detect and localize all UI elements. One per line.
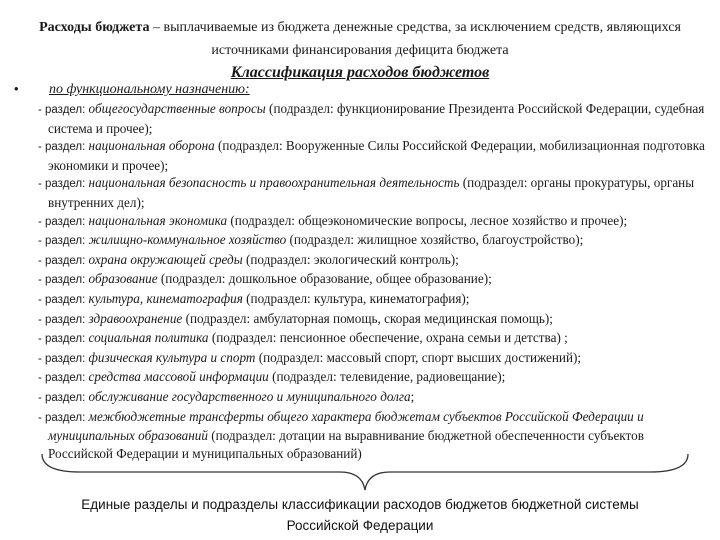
section-name: национальная безопасность и правоохранительная деятельность: [88, 175, 460, 191]
bullet-marker: •: [14, 81, 19, 96]
expense-section-item: [30, 100, 706, 137]
functional-purpose-subheading: по функциональному назначению:: [49, 82, 250, 97]
section-name: образование: [88, 271, 158, 287]
expense-section-item: [30, 290, 706, 310]
expense-section-item: [30, 270, 706, 290]
section-prefix: - раздел:: [38, 235, 89, 248]
section-name: обслуживание государственного и муниципального долга: [88, 388, 411, 404]
expense-section-item: [30, 251, 706, 271]
definition-term: Расходы бюджета: [39, 20, 150, 35]
definition-dash: –: [149, 20, 164, 35]
classification-heading: Классификация расходов бюджетов: [230, 64, 490, 81]
section-prefix: - раздел:: [38, 104, 89, 116]
expense-section-item: [30, 231, 706, 251]
section-detail: (подраздел: культура, кинематография);: [242, 290, 470, 306]
section-prefix: - раздел:: [38, 352, 89, 365]
section-name: охрана окружающей среды: [88, 251, 243, 267]
section-detail: (подраздел: Вооруженные Силы Российской Федерации, мобилизационная подготовка экономики и прочее);: [48, 138, 705, 173]
section-name: культура, кинематография: [88, 290, 243, 306]
budget-expenses-definition: [20, 16, 700, 62]
section-name: здравоохранение: [88, 310, 183, 326]
expense-section-item: [30, 349, 706, 369]
section-detail: (подраздел: пенсионное обеспечение, охрана семьи и детства) ;: [208, 330, 568, 346]
section-name: национальная экономика: [88, 212, 228, 228]
section-prefix: - раздел:: [38, 215, 89, 228]
section-detail: (подраздел: телевидение, радиовещание);: [268, 369, 506, 385]
section-name: социальная политика: [88, 330, 209, 346]
section-detail: (подраздел: дошкольное образование, общее образование);: [157, 271, 492, 287]
section-detail: (подраздел: органы прокуратуры, органы внутренних дел);: [48, 175, 695, 210]
section-detail: ;: [410, 388, 415, 404]
section-detail: (подраздел: жилищное хозяйство, благоустройство);: [286, 232, 584, 248]
section-detail: (подраздел: экологический контроль);: [242, 251, 459, 267]
footer-line-2: Российской Федерации: [286, 518, 434, 533]
section-prefix: - раздел:: [38, 372, 89, 385]
section-prefix: - раздел:: [38, 391, 89, 404]
section-prefix: - раздел:: [38, 411, 89, 424]
section-name: межбюджетные трансферты общего характера бюджетам субъектов Российской Федерации и муниципальных образований: [48, 408, 644, 444]
expense-section-item: [30, 174, 706, 211]
section-prefix: - раздел:: [38, 254, 89, 267]
expense-section-item: [30, 310, 706, 330]
section-detail: (подраздел: общеэкономические вопросы, лесное хозяйство и прочее);: [227, 212, 628, 228]
expense-sections-list: [30, 100, 706, 462]
section-name: жилищно-коммунальное хозяйство: [88, 232, 287, 248]
section-name: национальная оборона: [88, 138, 215, 154]
expense-section-item: [30, 329, 706, 349]
section-prefix: - раздел:: [38, 293, 89, 306]
expense-section-item: [30, 368, 706, 388]
expense-section-item: [30, 388, 706, 408]
section-prefix: - раздел:: [38, 313, 89, 326]
section-name: физическая культура и спорт: [88, 349, 256, 365]
section-prefix: - раздел:: [38, 141, 89, 154]
section-detail: (подраздел: функционирование Президента Российской Федерации, судебная система и прочее);: [48, 101, 705, 136]
expense-section-item: [30, 137, 706, 174]
section-prefix: - раздел:: [38, 274, 89, 287]
curly-brace-icon: [40, 452, 690, 492]
expense-section-item: [30, 212, 706, 232]
footer-caption: [0, 494, 720, 536]
section-name: средства массовой информации: [88, 369, 269, 385]
definition-text: выплачиваемые из бюджета денежные средства, за исключением средств, являющихся источниками финансирования дефицита бюджета: [163, 20, 681, 58]
section-prefix: - раздел:: [38, 333, 89, 346]
footer-line-1: Единые разделы и подразделы классификации расходов бюджетов бюджетной системы: [81, 497, 639, 512]
section-detail: (подраздел: амбулаторная помощь, скорая медицинская помощь);: [182, 310, 553, 326]
section-detail: (подраздел: массовый спорт, спорт высших достижений);: [255, 349, 582, 365]
section-detail: (подраздел: дотации на выравнивание бюджетной обеспеченности субъектов Российской Федерации и муниципальных образований): [48, 428, 644, 461]
section-prefix: - раздел:: [38, 178, 89, 191]
section-name: общегосударственные вопросы: [88, 101, 266, 116]
